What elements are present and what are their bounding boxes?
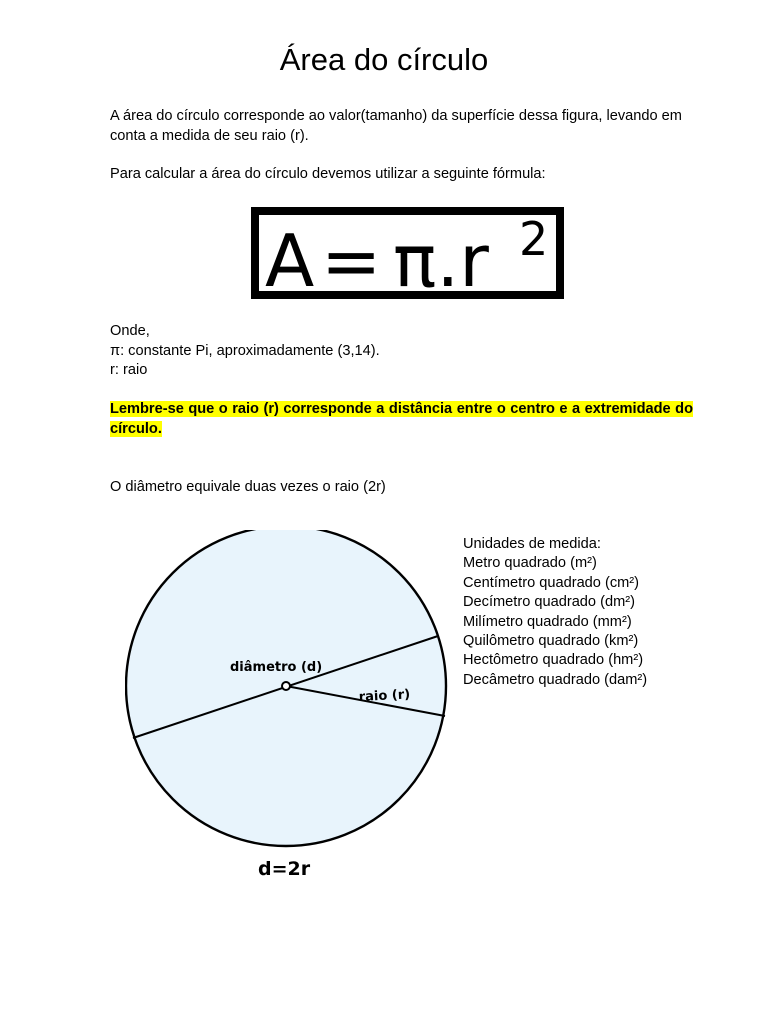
area-formula-image <box>251 207 564 299</box>
unit-item: Decâmetro quadrado (dam²) <box>463 671 648 688</box>
formula-lhs: A <box>265 219 315 299</box>
formula-equals: = <box>321 219 382 299</box>
highlighted-note-text: Lembre-se que o raio (r) corresponde a distância entre o centro e a extremidade do círculo. <box>110 401 693 437</box>
unit-item: Centímetro quadrado (cm²) <box>463 574 640 591</box>
formula-rhs: π.r <box>393 219 489 299</box>
units-list <box>463 535 743 690</box>
where-heading: Onde, <box>110 323 150 339</box>
intro-paragraph: A área do círculo corresponde ao valor(tamanho) da superfície dessa figura, levando em conta a medida de seu raio (r). <box>110 108 682 144</box>
center-point <box>282 682 290 690</box>
unit-item: Hectômetro quadrado (hm²) <box>463 652 644 669</box>
page-title: Área do círculo <box>279 42 489 77</box>
units-heading: Unidades de medida: <box>463 536 601 552</box>
unit-item: Metro quadrado (m²) <box>463 555 597 572</box>
unit-item: Milímetro quadrado (mm²) <box>463 613 632 630</box>
diameter-text: O diâmetro equivale duas vezes o raio (2r) <box>110 479 386 495</box>
highlighted-note <box>110 400 693 439</box>
relation-label: d=2r <box>258 858 311 880</box>
unit-item: Decímetro quadrado (dm²) <box>463 594 635 611</box>
radius-label: raio (r) <box>358 687 411 705</box>
circle-diagram <box>125 530 455 895</box>
unit-item: Quilômetro quadrado (km²) <box>463 633 639 650</box>
where-pi: π: constante Pi, aproximadamente (3,14). <box>110 343 380 359</box>
formula-exponent: 2 <box>519 212 549 266</box>
diameter-label: diâmetro (d) <box>230 660 323 675</box>
where-r: r: raio <box>110 362 148 378</box>
formula-intro: Para calcular a área do círculo devemos utilizar a seguinte fórmula: <box>110 166 546 182</box>
